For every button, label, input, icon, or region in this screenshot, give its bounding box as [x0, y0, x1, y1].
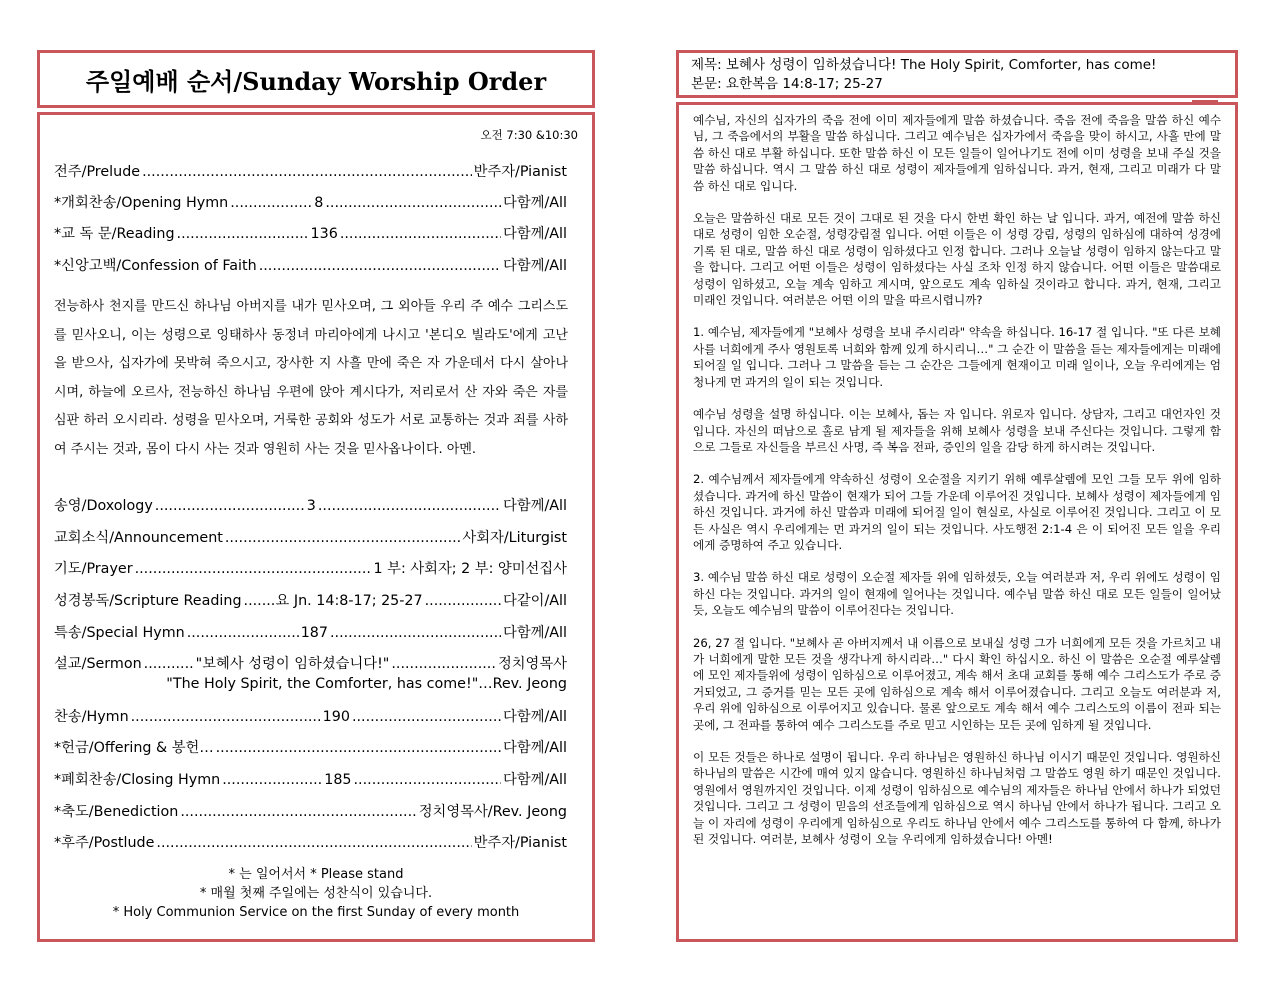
- order-item-announcement: 교회소식/Announcement ..... 사회자/Liturgist: [54, 527, 567, 547]
- order-item-scripture: 성경봉독/Scripture Reading ..... 요 Jn. 14:8-17; 25-27 ..... 다같이/All: [54, 590, 567, 610]
- order-item-prelude: 전주/Prelude ..... 반주자/Pianist: [54, 161, 567, 181]
- sermon-paragraph: 3. 예수님 말씀 하신 대로 성령이 오순절 제자들 위에 임하셨듯, 오늘 여러분과 저, 우리 위에도 성령이 임하신 다는 것입니다. 과거의 일이 현재에 일어나는 것입니다. 예수님 말씀 하신 대로 모든 일들이 일어났듯, 오늘도 예수님의 말씀이 이루어진다는 것입니다.: [693, 570, 1221, 618]
- order-item-reading: *교 독 문/Reading ..... 136 ..... 다함께/All: [54, 223, 567, 243]
- sermon-paragraph: 2. 예수님께서 제자들에게 약속하신 성령이 오순절을 지키기 위해 예루살렘에 모인 그들 모두 위에 임하셨습니다. 과거에 하신 말씀이 현재가 되어 그들 가운데 이루어진 것입니다. 보혜사 성령이 제자들에게 임하신 것입니다. 과거에 하신 말씀과 미래에 되어질 일이 현실로, 사실로 이루어진 것입니다. 그리고 이 모든 사실은 역시 우리에게는 먼 과거의 일이 되는 것입니다. 사도행전 2:1-4 은 이 되어진 모든 일을 우리에게 증명하여 주고 있습니다.: [693, 472, 1221, 552]
- order-item-doxology: 송영/Doxology ..... 3 ..... 다함께/All: [54, 495, 567, 515]
- order-item-postlude: *후주/Postlude ..... 반주자/Pianist: [54, 832, 567, 852]
- sermon-paragraph: 이 모든 것들은 하나로 설명이 됩니다. 우리 하나님은 영원하신 하나님 이시기 때문인 것입니다. 영원하신 하나님의 말씀은 시간에 매여 있지 않습니다. 영원하신 하나님처럼 그 말씀도 영원 하기 때문인 것입니다. 영원에서 영원까지인 것입니다. 이제 성령이 임하심으로 예수님의 제자들은 하나님 안에서 하나가 되었던 것입니다. 그리고 그 성령이 믿음의 선조들에게 임하심으로 역시 하나님 안에서 하나가 됩니다. 그리고 오늘 이 자리에 성령이 우리에게 임하심으로 우리도 하나님 안에서 예수 그리스도를 통하여 다 함께, 하나가 된 것입니다. 여러분, 보혜사 성령이 오늘 우리에게 임하셨습니다! 아멘!: [693, 750, 1221, 847]
- apostles-creed: 전능하사 천지를 만드신 하나님 아버지를 내가 믿사오며, 그 외아들 우리 주 예수 그리스도를 믿사오니, 이는 성령으로 잉태하사 동정녀 마리아에게 나시고 '본디오 빌라도'에게 고난을 받으사, 십자가에 못박혀 죽으시고, 장사한 지 사흘 만에 죽은 자 가운데서 다시 살아나시며, 하늘에 오르사, 전능하신 하나님 우편에 앉아 계시다가, 저리로서 산 자와 죽은 자를 심판 하러 오시리라. 성령을 믿사오며, 거룩한 공회와 성도가 서로 교통하는 것과 죄를 사하여 주시는 것과, 몸이 다시 사는 것과 영원히 사는 것을 믿사옵나이다. 아멘.: [54, 299, 568, 457]
- order-item-benediction: *축도/Benediction ..... 정치영목사/Rev. Jeong: [54, 801, 567, 821]
- order-item-closing-hymn: *폐회찬송/Closing Hymn ..... 185 ..... 다함께/All: [54, 769, 567, 789]
- sermon-header-box: [676, 50, 1238, 98]
- notes-block: [40, 865, 592, 922]
- sermon-title: 제목: 보혜사 성령이 임하셨습니다! The Holy Spirit, Comforter, has come!: [691, 57, 1157, 73]
- sermon-paragraph: 예수님 성령을 설명 하십니다. 이는 보혜사, 돕는 자 입니다. 위로자 입니다. 상담자, 그리고 대언자인 것입니다. 자신의 떠남으로 홀로 남게 될 제자들을 위해 보혜사 성령을 보내 주신다는 것입니다. 그렇게 함으로 그들로 자신들을 부르신 사명, 즉 복음 전파, 증인의 일을 감당 하게 하시려는 것입니다.: [693, 407, 1221, 454]
- note-stand: * 는 일어서서 * Please stand: [228, 867, 404, 882]
- sermon-paragraph: 1. 예수님, 제자들에게 "보혜사 성령을 보내 주시리라" 약속을 하십니다. 16-17 절 입니다. "또 다른 보혜사를 너희에게 주사 영원토록 너희와 함께 있게 하시리니…" 그 순간 이 말씀을 듣는 제자들에게는 미래에 되어질 일 입니다. 그러나 그 말씀을 듣는 그 순간은 그들에게 현재이고 미래 일이나, 오늘 우리에게는 엄청나게 먼 과거의 일이 되는 것입니다.: [693, 325, 1221, 389]
- sermon-text-ref: 본문: 요한복음 14:8-17; 25-27: [691, 76, 883, 92]
- order-title: 주일예배 순서/Sunday Worship Order: [85, 66, 547, 96]
- order-item-sermon: 설교/Sermon ..... "보혜사 성령이 임하셨습니다!" ..... 정치영목사: [54, 653, 567, 673]
- service-time: 오전 7:30 &10:30: [480, 128, 578, 142]
- sermon-paragraph: 예수님, 자신의 십자가의 죽음 전에 이미 제자들에게 말씀 하셨습니다. 죽음 전에 죽음을 말씀 하신 예수님, 그 죽음에서의 부활을 말씀 하십니다. 그리고 예수님은 십자가에서 죽음을 맞이 하시고, 사흘 만에 말씀 하신 대로 부활 하십니다. 또한 말씀 하신 이 모든 일들이 일어나기도 전에 이미 성령을 보내 주실 것을 말씀 하십니다. 역시 그 말씀 하신 대로 성령이 제자들에게 임하십니다. 과거, 현재, 그리고 미래가 다 말씀 하신 대로 입니다.: [693, 113, 1221, 193]
- sermon-paragraph: 26, 27 절 입니다. "보혜사 곧 아버지께서 내 이름으로 보내실 성령 그가 너희에게 모든 것을 가르치고 내가 너희에게 말한 모든 것을 생각나게 하시리라…" 다시 확인 하십시오. 하신 이 말씀은 오순절 예루살렘에 모인 제자들위에 성령이 임하심으로 이루어졌고, 계속 해서 초대 교회를 통해 예수 그리스도가 주로 증거되었고, 그 증거를 믿는 모든 곳에 임하심으로 계속 해서 이루어졌습니다. 그리고 오늘도 여러분과 저, 우리 위에 임하심으로 이루어지고 있습니다. 물론 앞으로도 계속 해서 예수 그리스도의 이름이 전파 되는 곳에, 그 전파를 통하여 예수 그리스도를 주로 믿고 시인하는 모든 곳에 임하게 될 것입니다.: [693, 635, 1221, 732]
- note-communion-en: * Holy Communion Service on the first Sunday of every month: [112, 905, 520, 920]
- sermon-body-box: [676, 102, 1238, 942]
- order-item-opening-hymn: *개회찬송/Opening Hymn ..... 8 ..... 다함께/All: [54, 192, 567, 212]
- sermon-english-title: "The Holy Spirit, the Comforter, has come!"…Rev. Jeong: [166, 676, 567, 692]
- order-item-offering: *헌금/Offering & 봉헌… ..... 다함께/All: [54, 737, 567, 757]
- order-item-prayer: 기도/Prayer ..... 1 부: 사회자; 2 부: 양미선집사: [54, 558, 567, 578]
- order-item-special-hymn: 특송/Special Hymn ..... 187 ..... 다함께/All: [54, 622, 567, 642]
- worship-order-box: [37, 112, 595, 942]
- sermon-paragraph: 오늘은 말씀하신 대로 모든 것이 그대로 된 것을 다시 한번 확인 하는 날 입니다. 과거, 예전에 말씀 하신 대로 성령이 임한 오순절, 성령강림절 입니다. 어떤 이들은 이 성령 강림, 성령의 임하심에 대하여 성경에 기록 된 대로, 말씀 하신 대로 성령이 임하셨다고 인정 합니다. 그러나 오늘날 성령이 임하지 않는다고 말을 합니다. 그리고 어떤 이들은 성령이 임하셨다는 사실 조차 인정 하지 않습니다. 어떤 이들은 말씀대로 성령이 임하셨고, 오늘 계속 임하고 계시며, 앞으로도 계속 임하실 것이라고 합니다. 과거, 현재, 그리고 미래인 것입니다. 여러분은 어떤 이의 말을 따르시렵니까?: [693, 211, 1221, 308]
- order-item-hymn: 찬송/Hymn ..... 190 ..... 다함께/All: [54, 706, 567, 726]
- order-title-box: [37, 50, 595, 108]
- order-item-confession: *신앙고백/Confession of Faith ..... 다함께/All: [54, 255, 567, 275]
- note-communion-ko: * 매월 첫째 주일에는 성찬식이 있습니다.: [199, 886, 433, 901]
